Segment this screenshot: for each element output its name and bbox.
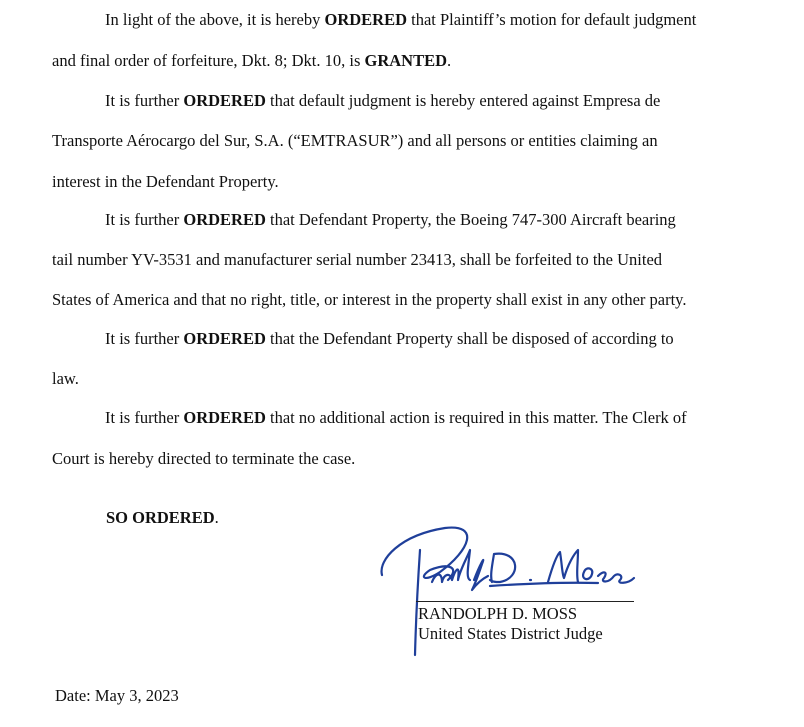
- paragraph-2-line-1: It is further ORDERED that default judgment is hereby entered against Empresa de: [105, 91, 661, 110]
- paragraph-3-line-1: It is further ORDERED that Defendant Property, the Boeing 747-300 Aircraft bearing: [105, 210, 676, 229]
- order-date: Date: May 3, 2023: [55, 686, 179, 705]
- ordered-emphasis: ORDERED: [183, 329, 266, 348]
- paragraph-1-line-1: In light of the above, it is hereby ORDERED that Plaintiff’s motion for default judgment: [105, 10, 697, 29]
- paragraph-2-line-3: interest in the Defendant Property.: [52, 172, 279, 191]
- paragraph-3-line-2: tail number YV-3531 and manufacturer serial number 23413, shall be forfeited to the United: [52, 250, 663, 269]
- so-ordered: SO ORDERED.: [106, 508, 219, 527]
- ordered-emphasis: ORDERED: [324, 10, 408, 29]
- ordered-emphasis: ORDERED: [183, 408, 266, 427]
- judge-title: United States District Judge: [418, 624, 603, 643]
- granted-emphasis: GRANTED: [364, 51, 448, 70]
- paragraph-5-line-2: Court is hereby directed to terminate the case.: [52, 449, 356, 468]
- signature-line: [416, 601, 634, 602]
- paragraph-5-line-1: It is further ORDERED that no additional action is required in this matter. The Clerk of: [105, 408, 687, 427]
- paragraph-4-line-2: law.: [52, 369, 79, 388]
- paragraph-3-line-3: States of America and that no right, title, or interest in the property shall exist in any other party.: [52, 290, 687, 309]
- paragraph-1-line-2: and final order of forfeiture, Dkt. 8; Dkt. 10, is GRANTED.: [52, 51, 452, 70]
- ordered-emphasis: ORDERED: [183, 210, 266, 229]
- judge-name: RANDOLPH D. MOSS: [418, 604, 578, 623]
- paragraph-2-line-2: Transporte Aérocargo del Sur, S.A. (“EMTRASUR”) and all persons or entities claiming an: [52, 131, 658, 150]
- ordered-emphasis: ORDERED: [183, 91, 266, 110]
- paragraph-4-line-1: It is further ORDERED that the Defendant Property shall be disposed of according to: [105, 329, 674, 348]
